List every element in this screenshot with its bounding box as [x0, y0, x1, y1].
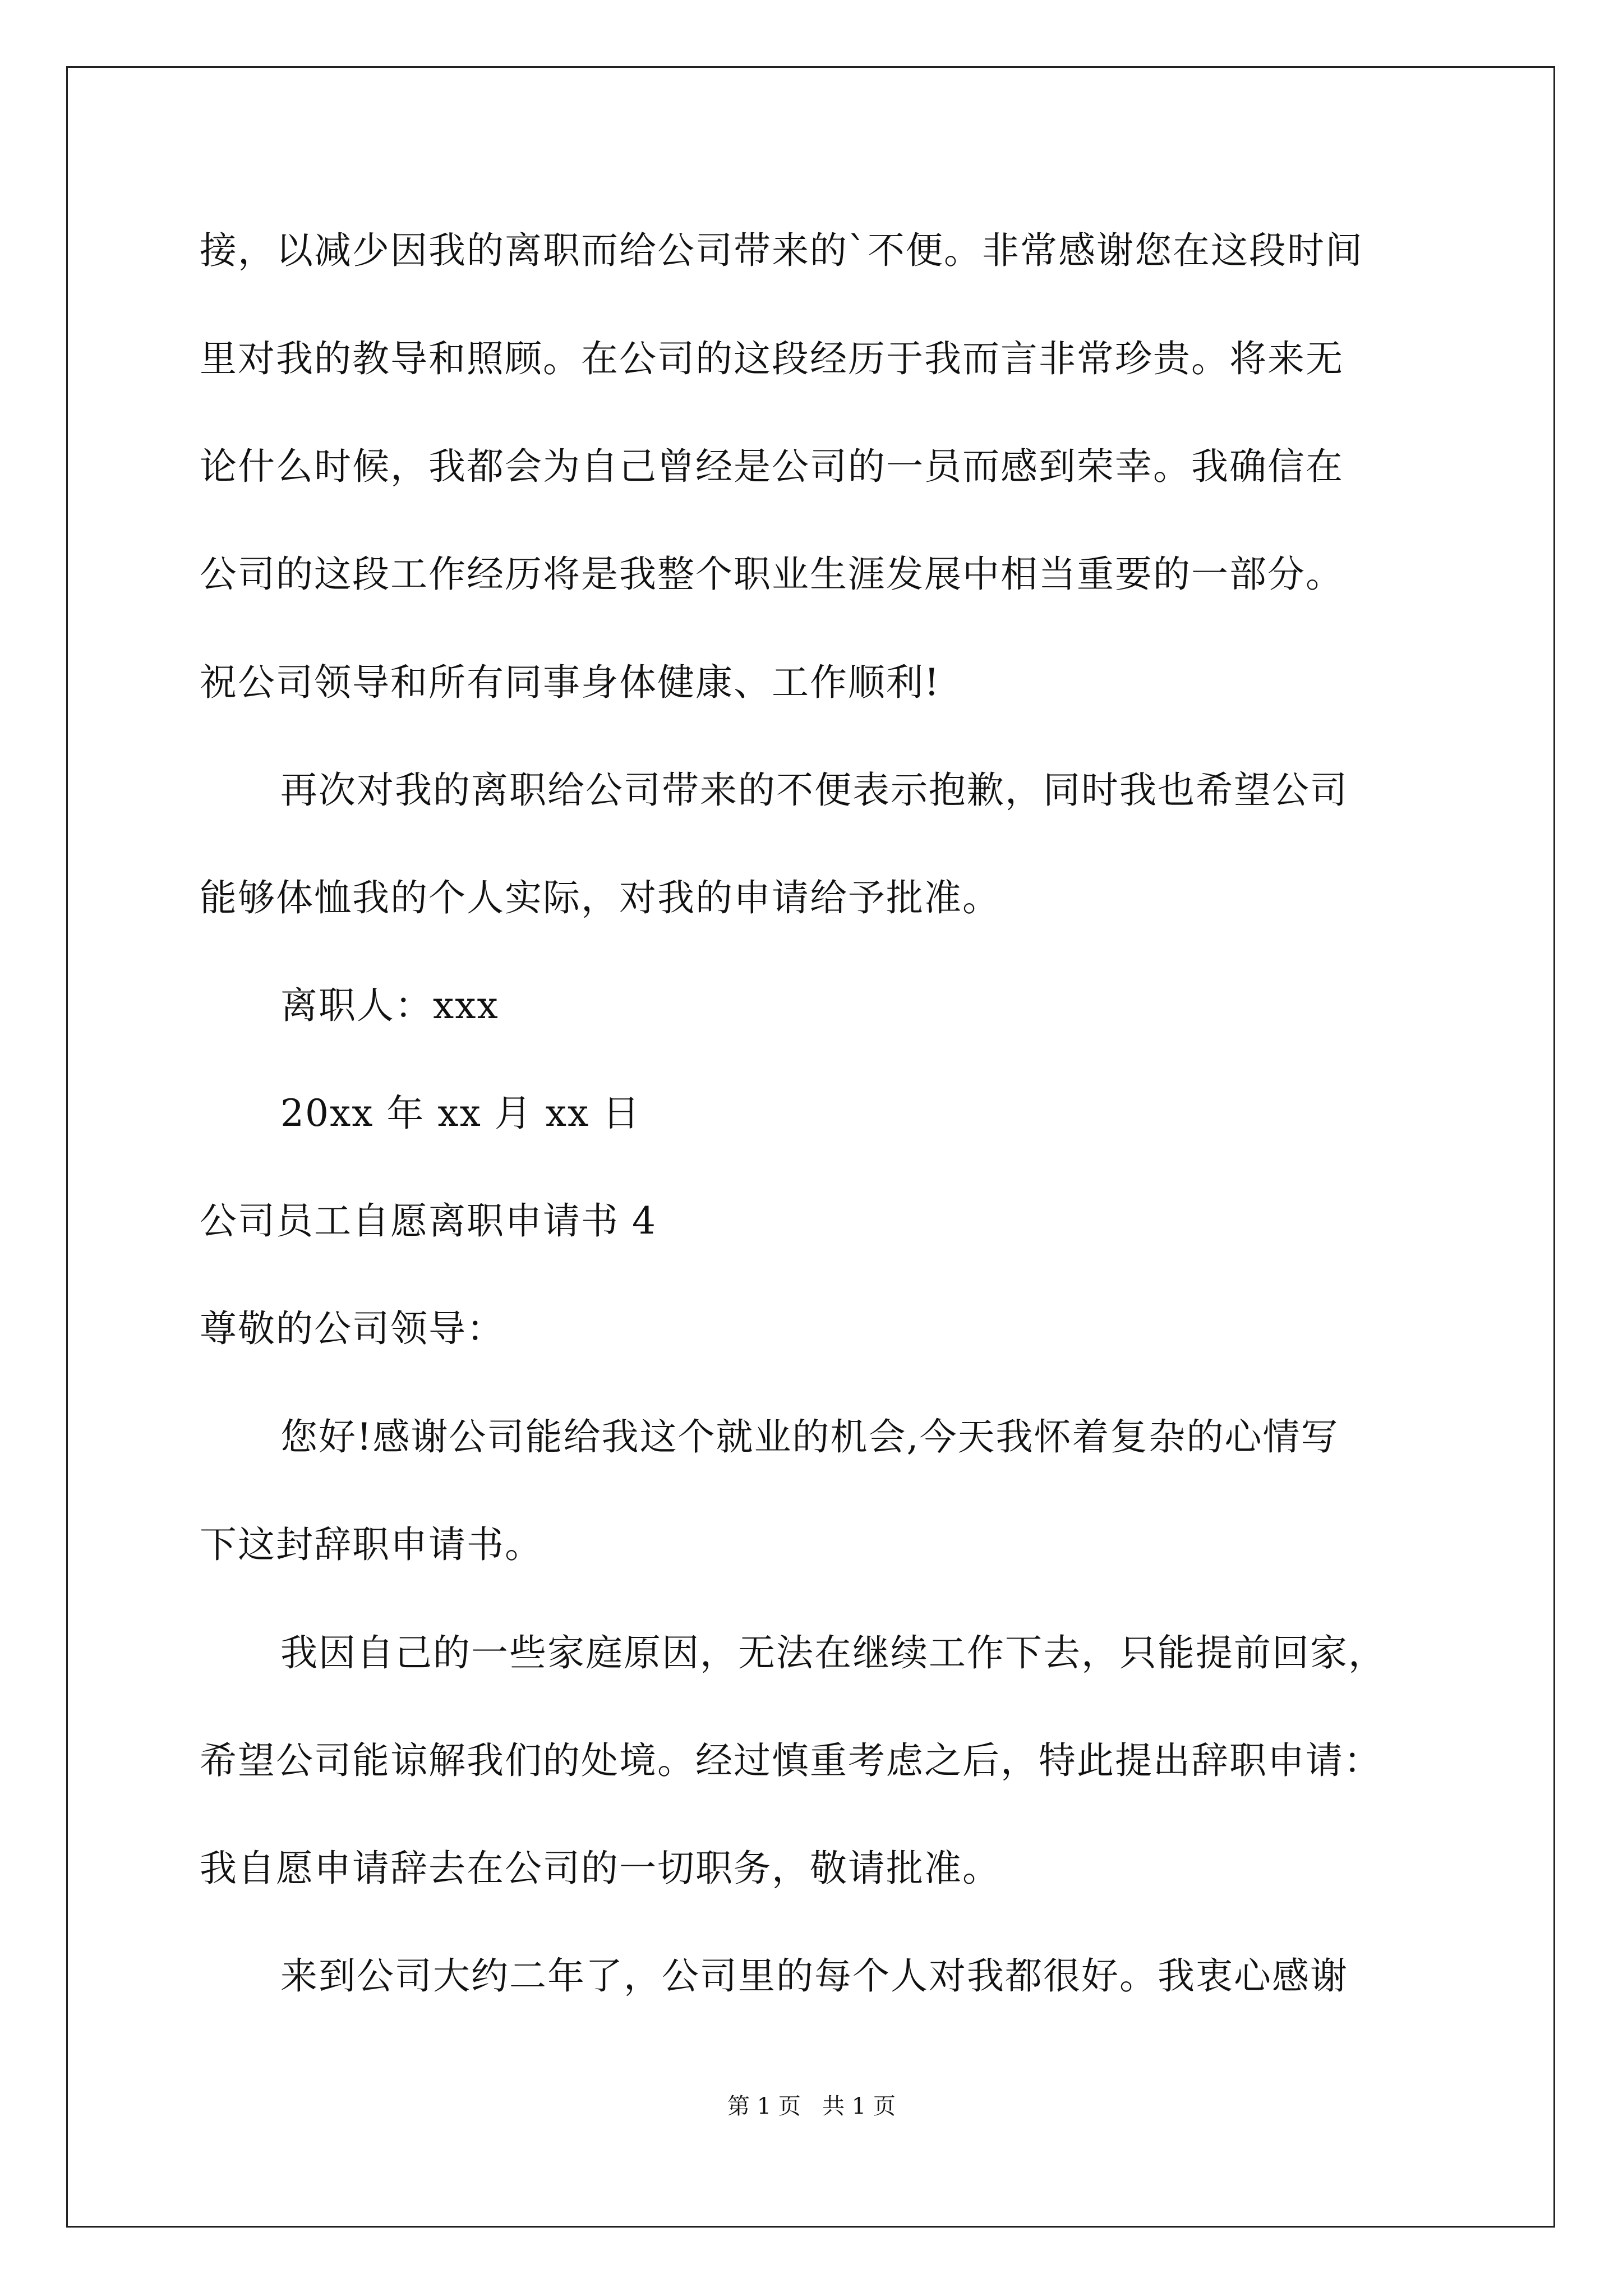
body-line: 来到公司大约二年了，公司里的每个人对我都很好。我衷心感谢: [280, 1954, 1348, 1998]
salutation: 尊敬的公司领导：: [200, 1307, 505, 1350]
section-heading: 公司员工自愿离职申请书 4: [200, 1199, 657, 1243]
signature-date: 20xx 年 xx 月 xx 日: [280, 1092, 641, 1135]
signature-name: 离职人：xxx: [280, 984, 499, 1027]
page-footer: 第 1 页 共 1 页: [727, 2093, 896, 2119]
body-line: 下这封辞职申请书。: [200, 1523, 543, 1566]
body-line: 接，以减少因我的离职而给公司带来的`不便。非常感谢您在这段时间: [200, 229, 1363, 272]
body-line: 我自愿申请辞去在公司的一切职务，敬请批准。: [200, 1847, 1000, 1890]
body-line: 论什么时候，我都会为自己曾经是公司的一员而感到荣幸。我确信在: [200, 445, 1344, 488]
body-line: 您好!感谢公司能给我这个就业的机会,今天我怀着复杂的心情写: [280, 1415, 1339, 1458]
body-line: 里对我的教导和照顾。在公司的这段经历于我而言非常珍贵。将来无: [200, 337, 1344, 380]
body-line: 能够体恤我的个人实际，对我的申请给予批准。: [200, 876, 1000, 919]
body-line: 我因自己的一些家庭原因，无法在继续工作下去，只能提前回家，: [280, 1631, 1386, 1674]
body-line: 希望公司能谅解我们的处境。经过慎重考虑之后，特此提出辞职申请：: [200, 1739, 1382, 1782]
page-border: [66, 66, 1555, 2228]
body-line: 祝公司领导和所有同事身体健康、工作顺利!: [200, 661, 940, 704]
body-line: 再次对我的离职给公司带来的不便表示抱歉，同时我也希望公司: [280, 769, 1348, 812]
body-line: 公司的这段工作经历将是我整个职业生涯发展中相当重要的一部分。: [200, 553, 1344, 596]
